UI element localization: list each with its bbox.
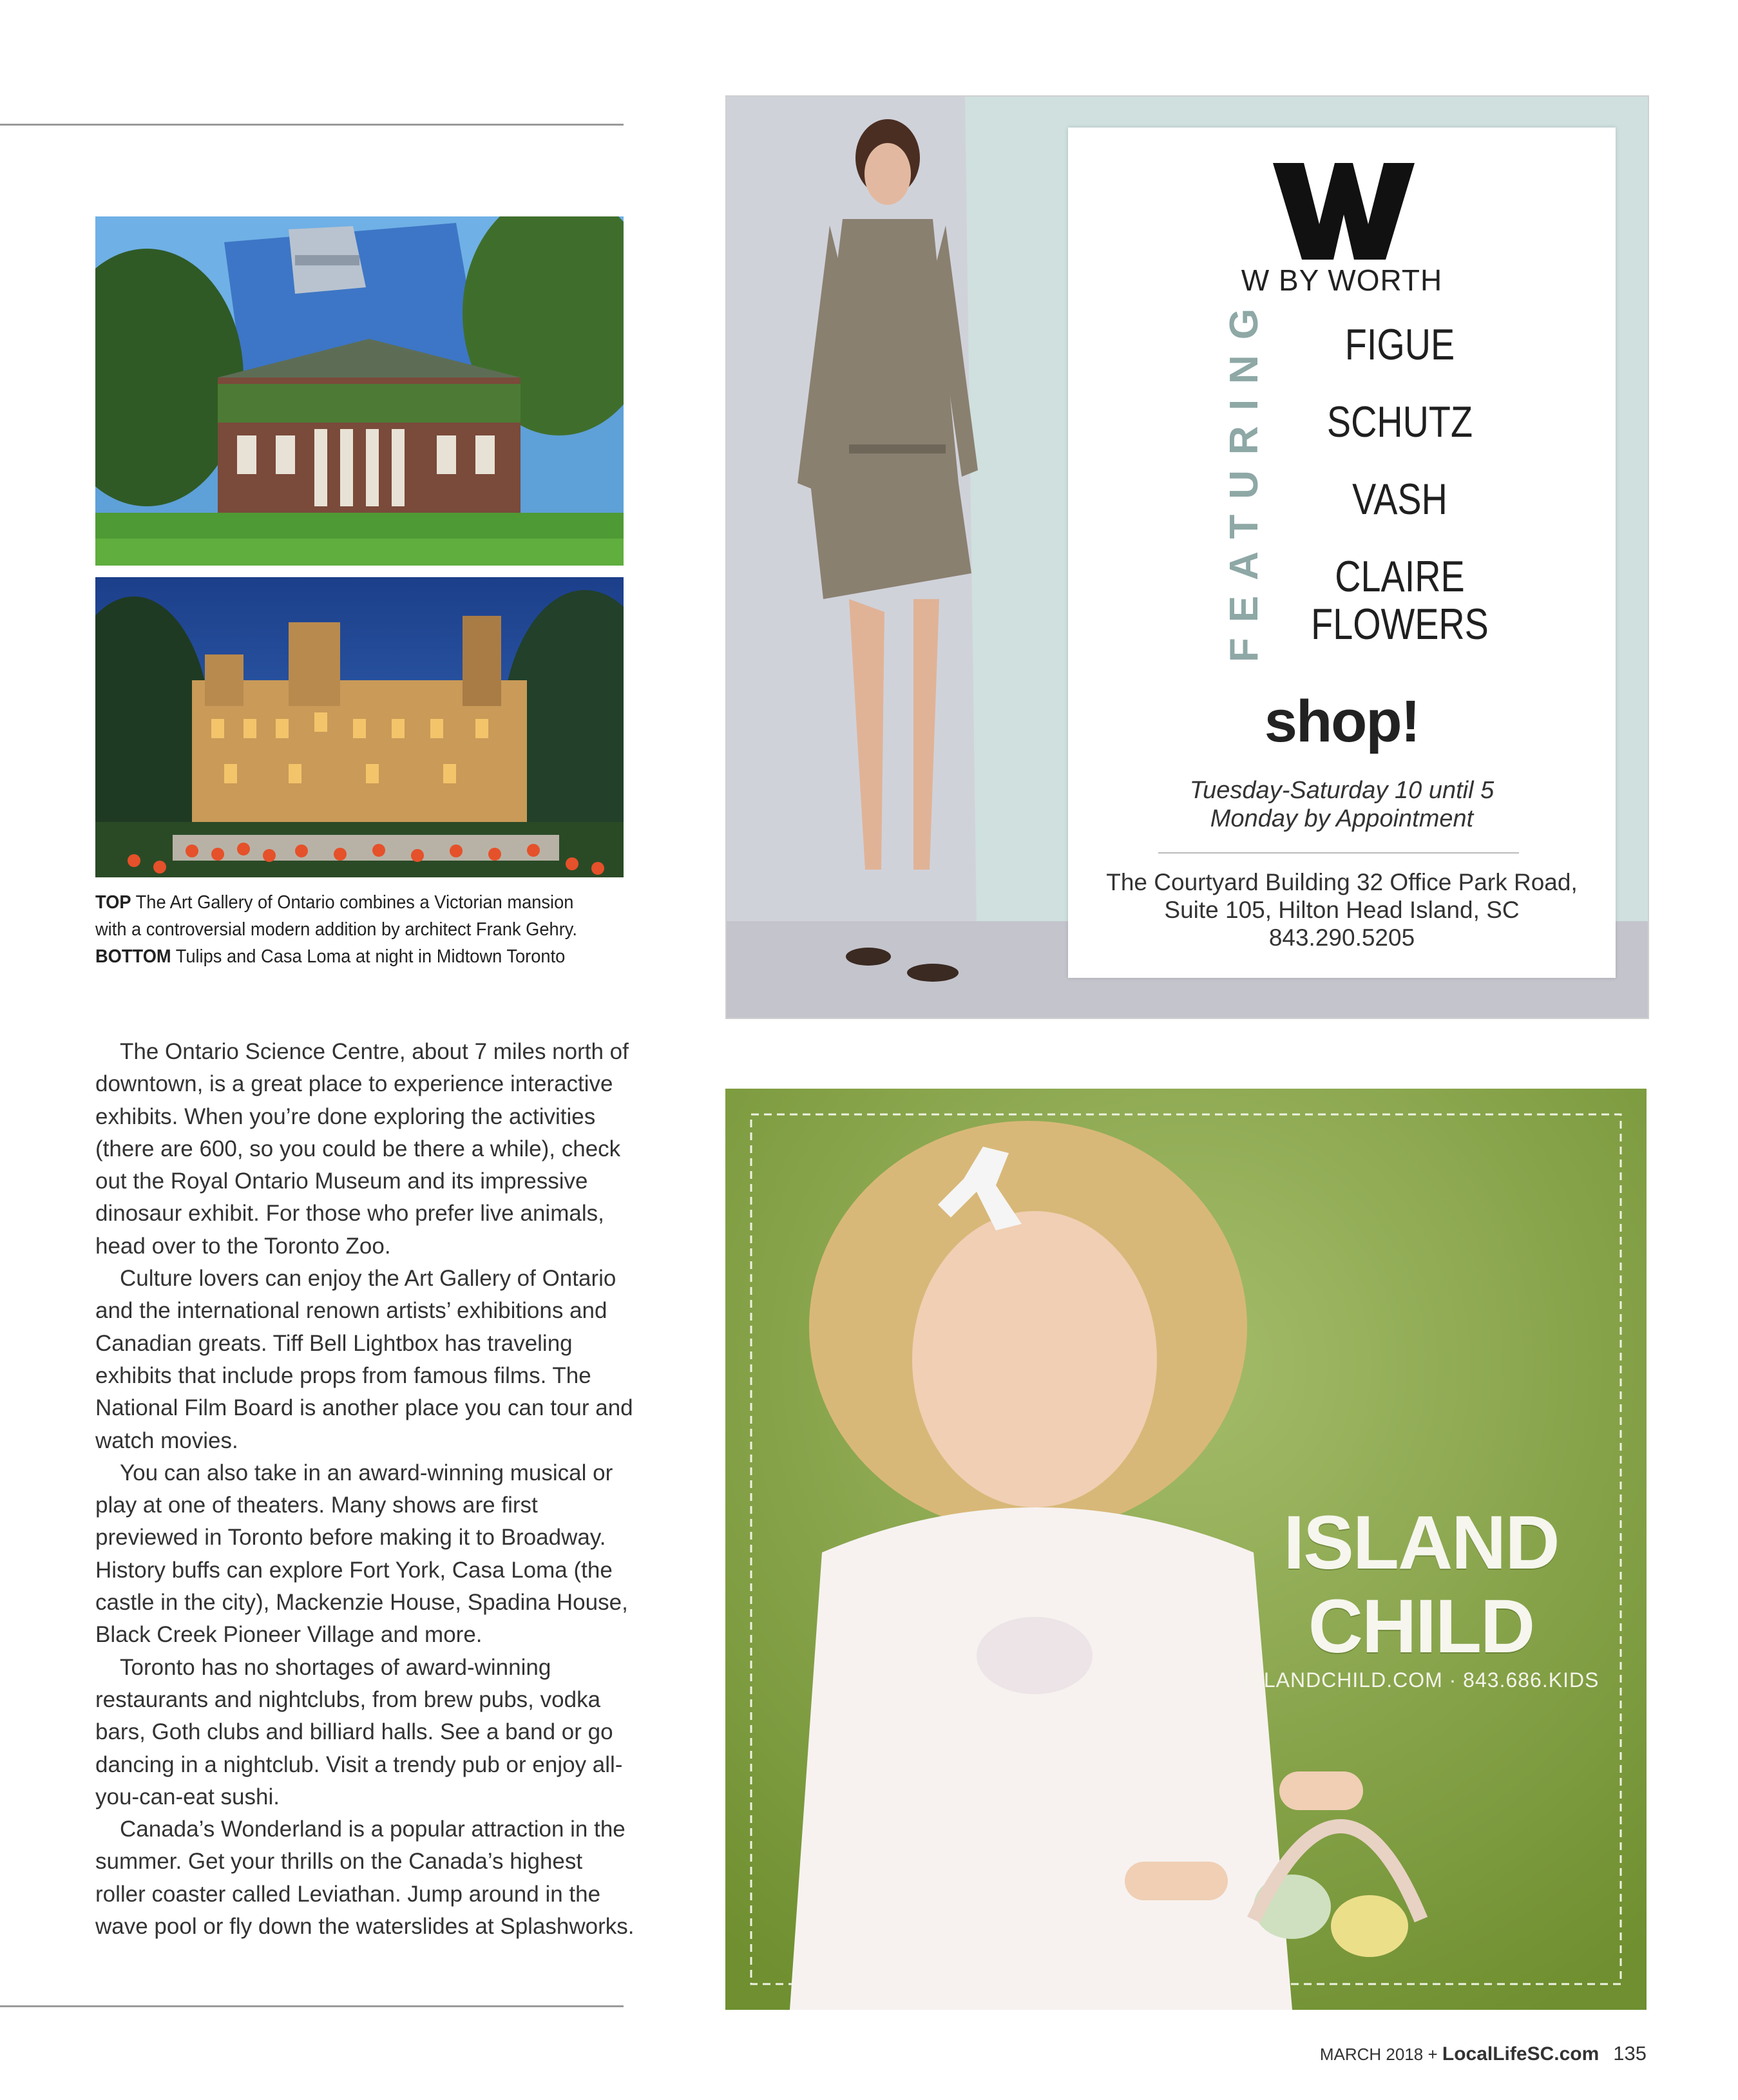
caption-top-label: TOP [95,892,131,913]
store-phone: 843.290.5205 [1268,924,1415,951]
article-paragraph: Toronto has no shortages of award-winning restaurants and nightclubs, from brew pubs, vodka bars, Goth clubs and billiard halls. See a band or go dancing in a nightclub. Visit a trendy pub or enjoy all-you-can-eat sushi. [95,1654,623,1809]
art-gallery-photo [95,216,624,566]
logo-line-2: CHILD [1308,1584,1534,1669]
island-contact: ISLANDCHILD.COM · 843.686.KIDS [1243,1668,1600,1692]
featured-brands [1290,321,1509,648]
address-line-2: Suite 105, Hilton Head Island, SC [1164,897,1520,923]
caption-bottom-text: Tulips and Casa Loma at night in Midtown Toronto [171,946,566,967]
hours-line-1: Tuesday-Saturday 10 until 5 [1189,777,1494,804]
w-by-worth-ad [725,95,1649,1019]
brand-vash: VASH [1352,475,1447,524]
page-footer [1320,2042,1647,2065]
store-hours [1068,776,1616,833]
article-paragraph: The Ontario Science Centre, about 7 miles north of downtown, is a great place to experience interactive exhibits. When you’re done exploring the activities (there are 600, so you could be there a while), check out the Royal Ontario Museum and its impressive dinosaur exhibit. For those who prefer live animals, head over to the Toronto Zoo. [95,1039,629,1259]
brand-figue: FIGUE [1344,320,1455,369]
casa-loma-photo [95,577,624,877]
address-line-1: The Courtyard Building 32 Office Park Road, [1106,869,1578,895]
footer-issue: MARCH 2018 + [1319,2045,1442,2064]
island-child-logo [1241,1501,1601,1668]
brand-flowers: FLOWERS [1311,600,1489,649]
top-rule [0,124,624,126]
photo-caption [95,889,598,970]
footer-site: LocalLifeSC.com [1442,2043,1600,2065]
logo-line-1: ISLAND [1283,1500,1559,1585]
article-paragraph: Canada’s Wonderland is a popular attraction in the summer. Get your thrills on the Canada’s highest roller coaster called Leviathan. Jump around in the wave pool or fly down the waterslides at Splashworks. [95,1817,635,1940]
brand-claire: CLAIRE [1335,552,1465,601]
caption-top-text: The Art Gallery of Ontario combines a Victorian mansion with a controversial modern addition by architect Frank Gehry. [95,892,577,940]
panel-divider [1158,852,1519,854]
hours-line-2: Monday by Appointment [1210,805,1474,832]
brand-schutz: SCHUTZ [1326,397,1473,446]
brand-name: W BY WORTH [1241,263,1443,297]
caption-bottom-label: BOTTOM [95,946,171,967]
page-number: 135 [1613,2042,1647,2065]
w-logo-icon [1273,163,1415,260]
article-body [95,1036,636,1943]
article-paragraph: Culture lovers can enjoy the Art Gallery of Ontario and the international renown artists’ exhibitions and Canadian greats. Tiff Bell Lightbox has traveling exhibits that include props from famous films. The National Film Board is another place you can tour and watch movies. [95,1266,633,1453]
island-child-ad [725,1089,1647,2010]
ad-info-panel [1068,128,1616,978]
shop-heading: shop! [1264,689,1420,754]
article-paragraph: You can also take in an award-winning musical or play at one of theaters. Many shows are first previewed in Toronto before making it to Broadway. History buffs can explore Fort York, Casa Loma (the castle in the city), Mackenzie House, Spadina House, Black Creek Pioneer Village and more. [95,1460,628,1648]
store-address [1068,868,1616,951]
featuring-label: FEATURING [1222,292,1266,662]
bottom-rule [0,2005,624,2007]
